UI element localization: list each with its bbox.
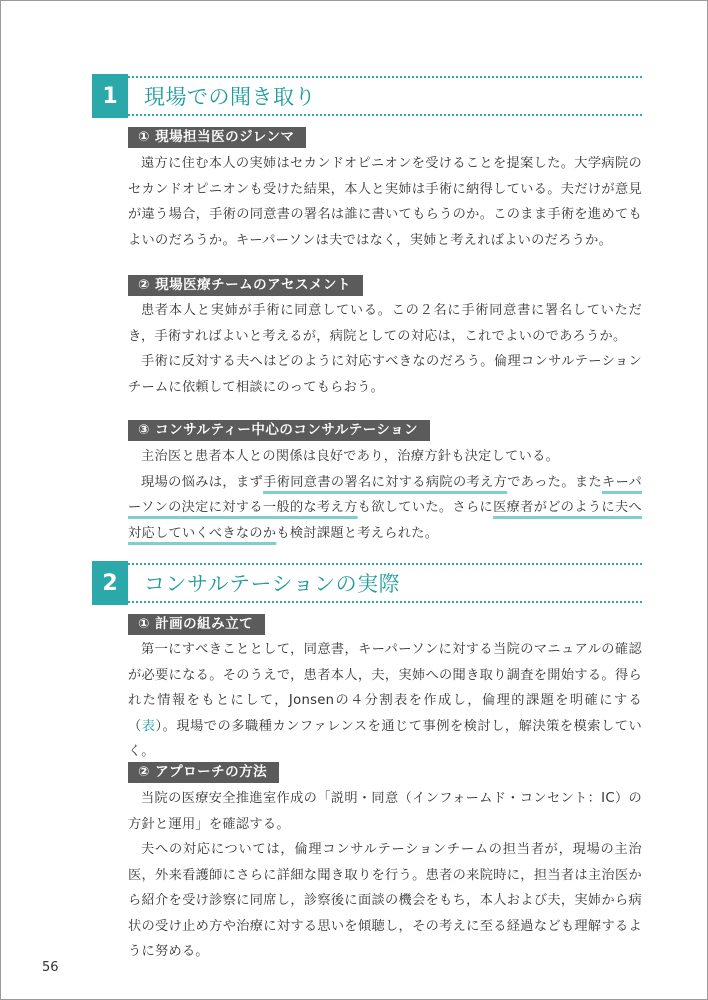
subsection-2-2-heading: ② アプローチの方法: [128, 762, 279, 783]
subsection-1-2-heading: ② 現場医療チームのアセスメント: [128, 275, 363, 296]
subsection-2-1-body: [128, 637, 642, 765]
subsection-1-2-body: [128, 298, 642, 400]
section-2-number: 2: [92, 561, 128, 605]
paragraph: 手術に反対する夫へはどのように対応すべきなのだろう。倫理コンサルテーションチームに依頼して相談にのってもらおう。: [128, 354, 642, 395]
page-number: 56: [42, 960, 59, 975]
section-2-title: コンサルテーションの実際: [144, 572, 401, 596]
paragraph: 主治医と患者本人との関係は良好であり，治療方針も決定している。: [141, 449, 560, 464]
subsection-1-3-body: [128, 444, 642, 546]
highlight-phrase: 医療者がどのように夫へ対応していくべきなのか: [128, 500, 642, 541]
highlight-phrase: キーパーソンの決定に対する一般的な考え方: [128, 474, 642, 515]
subsection-1-1-heading: ① 現場担当医のジレンマ: [128, 127, 306, 148]
paragraph: 患者本人と実姉が手術に同意している。この２名に手術同意書に署名していただき，手術すればよいと考えるが，病院としての対応は，これでよいのであろうか。: [128, 303, 642, 344]
paragraph: 遠方に住む本人の実姉はセカンドオピニオンを受けることを提案した。大学病院のセカンドオピニオンも受けた結果，本人と実姉は手術に納得している。夫だけが意見が違う場合，手術の同意書の署名は誰に書いてもらうのか。このまま手術を進めてもよいのだろうか。キーパーソンは夫ではなく，実姉と考えればよいのだろうか。: [128, 156, 642, 248]
subsection-2-1-heading: ① 計画の組み立て: [128, 614, 265, 635]
paragraph: 第一にすべきこととして，同意書，キーパーソンに対する当院のマニュアルの確認が必要になる。そのうえで，患者本人，夫，実姉への聞き取り調査を開始する。得られた情報をもとにして，Jonsenの４分割表を作成し，倫理的課題を明確にする（表）。現場での多職種カンファレンスを通じて事例を検討し，解決策を模索していく。: [128, 642, 642, 759]
subsection-2-2-body: [128, 786, 642, 965]
section-1-number: 1: [92, 74, 128, 118]
paragraph: 夫への対応については，倫理コンサルテーションチームの担当者が，現場の主治医，外来看護師にさらに詳細な聞き取りを行う。患者の来院時に，担当者は主治医から紹介を受け診察に同席し，診察後に面談の機会をもち，本人および夫，実姉から病状の受け止め方や治療に対する思いを傾聴し，その考えに至る経過なども理解するように努める。: [128, 842, 642, 959]
table-reference-link[interactable]: 表: [141, 718, 156, 734]
section-1-header: [92, 74, 642, 118]
subsection-1-3-heading: ③ コンサルティー中心のコンサルテーション: [128, 420, 430, 441]
highlight-phrase: 手術同意書の署名に対する病院の考え方: [263, 474, 508, 490]
paragraph: 当院の医療安全推進室作成の「説明・同意（インフォームド・コンセント：IC）の方針と運用」を確認する。: [128, 791, 642, 832]
paragraph: 現場の悩みは，まず手術同意書の署名に対する病院の考え方であった。またキーパーソンの決定に対する一般的な考え方も欲していた。さらに医療者がどのように夫へ対応していくべきなのかも検討課題と考えられた。: [128, 474, 642, 541]
subsection-1-1-body: [128, 151, 642, 253]
section-1-title: 現場での聞き取り: [144, 85, 316, 109]
section-2-header: [92, 561, 642, 605]
